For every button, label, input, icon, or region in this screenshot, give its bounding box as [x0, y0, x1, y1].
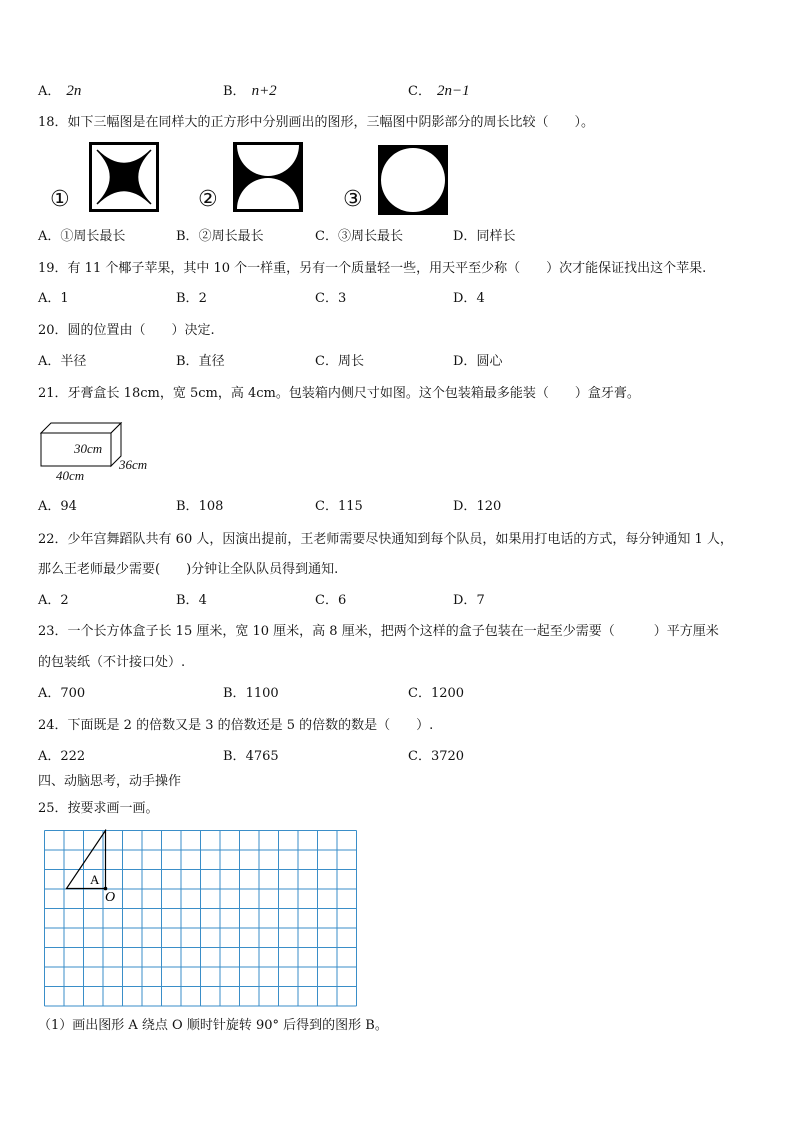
q18-option-c: C．③周长最长 — [315, 229, 403, 244]
q24-option-a: A．222 — [38, 749, 86, 764]
q20-option-d: D．圆心 — [453, 354, 503, 369]
q23-option-a: A．700 — [38, 686, 86, 701]
q21-option-d: D．120 — [453, 499, 502, 514]
q23-option-b: B．1100 — [223, 686, 279, 701]
q17-option-c: C． 2n−1 — [408, 83, 470, 99]
q17-option-a: A． 2n — [38, 83, 82, 99]
q17-option-b: B． n+2 — [223, 83, 277, 99]
q25-shape-label: A — [90, 872, 100, 887]
q22-option-d: D．7 — [453, 593, 485, 608]
q19-option-d: D．4 — [453, 291, 485, 306]
q20-option-b: B．直径 — [176, 354, 225, 369]
q20-stem: 20．圆的位置由（ ）决定. — [38, 323, 215, 338]
q18-figure-1 — [89, 142, 159, 212]
q18-option-d: D．同样长 — [453, 229, 516, 244]
q18-figure-3 — [378, 145, 448, 215]
q18-figure-label-2: ② — [198, 187, 218, 212]
q19-stem: 19．有 11 个椰子苹果，其中 10 个一样重，另有一个质量轻一些，用天平至少称（ ）次才能保证找出这个苹果. — [38, 261, 707, 276]
q23-stem-line1: 23．一个长方体盒子长 15 厘米，宽 10 厘米，高 8 厘米，把两个这样的盒子包装在一起至少需要（ ）平方厘米 — [38, 624, 719, 639]
q25-stem: 25．按要求画一画。 — [38, 801, 159, 816]
q25-point-label: O — [105, 890, 116, 905]
q25-grid — [43, 829, 359, 1007]
q18-figure-label-3: ③ — [343, 187, 363, 212]
q25-sub1: （1）画出图形 A 绕点 O 顺时针旋转 90° 后得到的图形 B。 — [38, 1018, 388, 1033]
q20-option-a: A．半径 — [38, 354, 87, 369]
q21-option-c: C．115 — [315, 499, 363, 514]
q22-option-a: A．2 — [38, 593, 69, 608]
section4-title: 四、动脑思考，动手操作 — [38, 774, 182, 789]
q18-figure-2 — [233, 142, 303, 212]
q21-option-b: B．108 — [176, 499, 224, 514]
q18-stem: 18．如下三幅图是在同样大的正方形中分别画出的图形，三幅图中阴影部分的周长比较（ ）。 — [38, 115, 595, 130]
q18-option-a: A．①周长最长 — [38, 229, 126, 244]
q21-label-bottom: 40cm — [56, 468, 85, 483]
q20-option-c: C．周长 — [315, 354, 364, 369]
q19-option-a: A．1 — [38, 291, 69, 306]
q24-stem: 24．下面既是 2 的倍数又是 3 的倍数还是 5 的倍数的数是（ ）. — [38, 718, 434, 733]
q18-option-b: B．②周长最长 — [176, 229, 264, 244]
q19-option-b: B．2 — [176, 291, 207, 306]
q21-stem: 21．牙膏盒长 18cm，宽 5cm，高 4cm。包装箱内侧尺寸如图。这个包装箱最多能装（ ）盒牙膏。 — [38, 386, 640, 401]
q21-label-top: 30cm — [74, 441, 103, 456]
q23-option-c: C．1200 — [408, 686, 465, 701]
q24-option-c: C．3720 — [408, 749, 465, 764]
q23-stem-line2: 的包装纸（不计接口处）. — [38, 655, 186, 670]
q25-triangle-a — [67, 831, 106, 889]
q22-stem-line1: 22．少年宫舞蹈队共有 60 人，因演出提前，王老师需要尽快通知到每个队员，如果用打电话的方式，每分钟通知 1 人， — [38, 532, 733, 547]
q21-option-a: A．94 — [38, 499, 77, 514]
q22-stem-line2: 那么王老师最少需要( )分钟让全队队员得到通知. — [38, 562, 339, 577]
q21-label-right: 36cm — [119, 457, 148, 472]
q24-option-b: B．4765 — [223, 749, 279, 764]
q22-option-b: B．4 — [176, 593, 207, 608]
q19-option-c: C．3 — [315, 291, 347, 306]
q22-option-c: C．6 — [315, 593, 347, 608]
q18-figure-label-1: ① — [50, 187, 70, 212]
